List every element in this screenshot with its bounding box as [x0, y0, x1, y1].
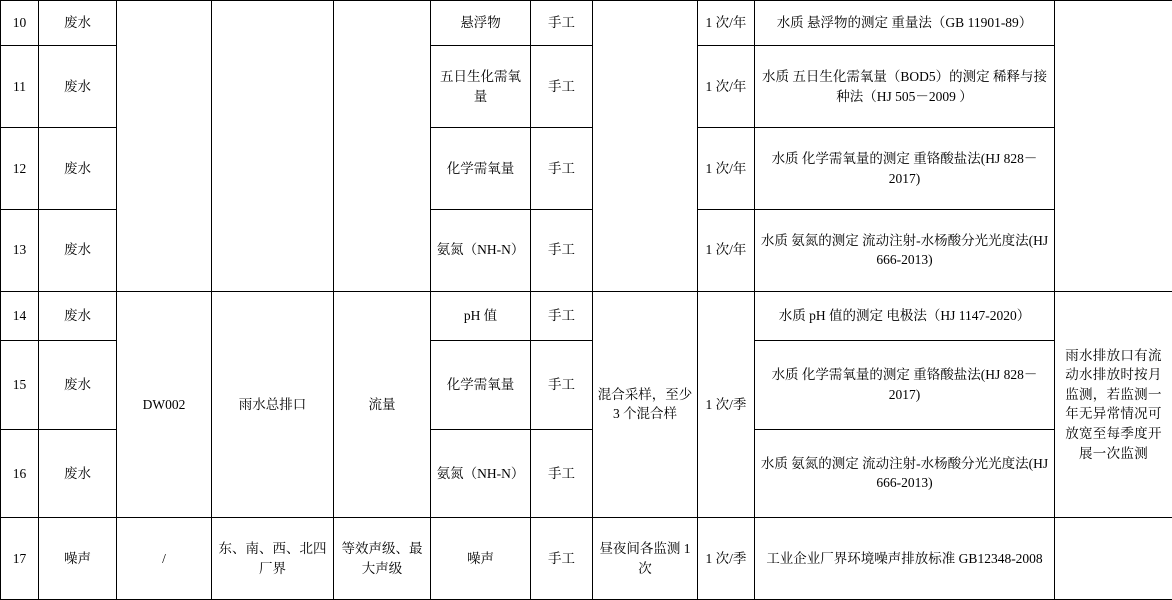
table-row: [1, 518, 1172, 600]
standard-method: 水质 化学需氧量的测定 重铬酸盐法(HJ 828－2017): [755, 340, 1055, 429]
sampling-desc: 昼夜间各监测 1 次: [593, 518, 698, 600]
monitor-item: 化学需氧量: [431, 340, 531, 429]
monitor-item: 化学需氧量: [431, 128, 531, 210]
monitor-method: 手工: [531, 209, 593, 291]
outlet-name-blank: [212, 1, 334, 292]
monitor-item: 噪声: [431, 518, 531, 600]
monitor-param: 流量: [334, 291, 431, 518]
waste-type: 废水: [39, 291, 117, 340]
monitor-method: 手工: [531, 46, 593, 128]
monitor-item: 悬浮物: [431, 1, 531, 46]
row-number: 10: [1, 1, 39, 46]
outlet-name: 东、南、西、北四厂界: [212, 518, 334, 600]
row-number: 17: [1, 518, 39, 600]
outlet-name: 雨水总排口: [212, 291, 334, 518]
monitor-item: pH 值: [431, 291, 531, 340]
monitor-frequency: 1 次/季: [698, 518, 755, 600]
monitor-method: 手工: [531, 429, 593, 518]
standard-method: 水质 pH 值的测定 电极法（HJ 1147-2020）: [755, 291, 1055, 340]
remark-blank: [1055, 518, 1172, 600]
row-number: 12: [1, 128, 39, 210]
monitor-method: 手工: [531, 1, 593, 46]
monitor-frequency: 1 次/年: [698, 1, 755, 46]
row-number: 13: [1, 209, 39, 291]
row-number: 15: [1, 340, 39, 429]
standard-method: 水质 氨氮的测定 流动注射-水杨酸分光光度法(HJ 666-2013): [755, 429, 1055, 518]
monitor-frequency: 1 次/年: [698, 128, 755, 210]
monitor-param: 等效声级、最大声级: [334, 518, 431, 600]
monitor-method: 手工: [531, 518, 593, 600]
waste-type: 废水: [39, 46, 117, 128]
waste-type: 废水: [39, 340, 117, 429]
sampling-desc-blank: [593, 1, 698, 292]
standard-method: 水质 化学需氧量的测定 重铬酸盐法(HJ 828－2017): [755, 128, 1055, 210]
row-number: 16: [1, 429, 39, 518]
monitor-param-blank: [334, 1, 431, 292]
waste-type: 废水: [39, 429, 117, 518]
monitor-method: 手工: [531, 128, 593, 210]
row-number: 14: [1, 291, 39, 340]
waste-type: 废水: [39, 209, 117, 291]
row-number: 11: [1, 46, 39, 128]
standard-method: 水质 氨氮的测定 流动注射-水杨酸分光光度法(HJ 666-2013): [755, 209, 1055, 291]
point-code-blank: [117, 1, 212, 292]
monitor-item: 五日生化需氧量: [431, 46, 531, 128]
monitor-frequency: 1 次/年: [698, 46, 755, 128]
point-code: /: [117, 518, 212, 600]
waste-type: 废水: [39, 1, 117, 46]
remark: 雨水排放口有流动水排放时按月监测，若监测一年无异常情况可放宽至每季度开展一次监测: [1055, 291, 1172, 518]
waste-type: 废水: [39, 128, 117, 210]
monitor-method: 手工: [531, 340, 593, 429]
table-row: [1, 1, 1172, 46]
sampling-desc: 混合采样，至少 3 个混合样: [593, 291, 698, 518]
table-row: [1, 291, 1172, 340]
monitor-frequency: 1 次/季: [698, 291, 755, 518]
monitor-method: 手工: [531, 291, 593, 340]
point-code: DW002: [117, 291, 212, 518]
monitor-item: 氨氮（NH-N）: [431, 429, 531, 518]
standard-method: 工业企业厂界环境噪声排放标准 GB12348-2008: [755, 518, 1055, 600]
standard-method: 水质 五日生化需氧量（BOD5）的测定 稀释与接种法（HJ 505－2009 ）: [755, 46, 1055, 128]
standard-method: 水质 悬浮物的测定 重量法（GB 11901-89）: [755, 1, 1055, 46]
remark-blank: [1055, 1, 1172, 292]
monitor-item: 氨氮（NH-N）: [431, 209, 531, 291]
waste-type: 噪声: [39, 518, 117, 600]
monitor-frequency: 1 次/年: [698, 209, 755, 291]
